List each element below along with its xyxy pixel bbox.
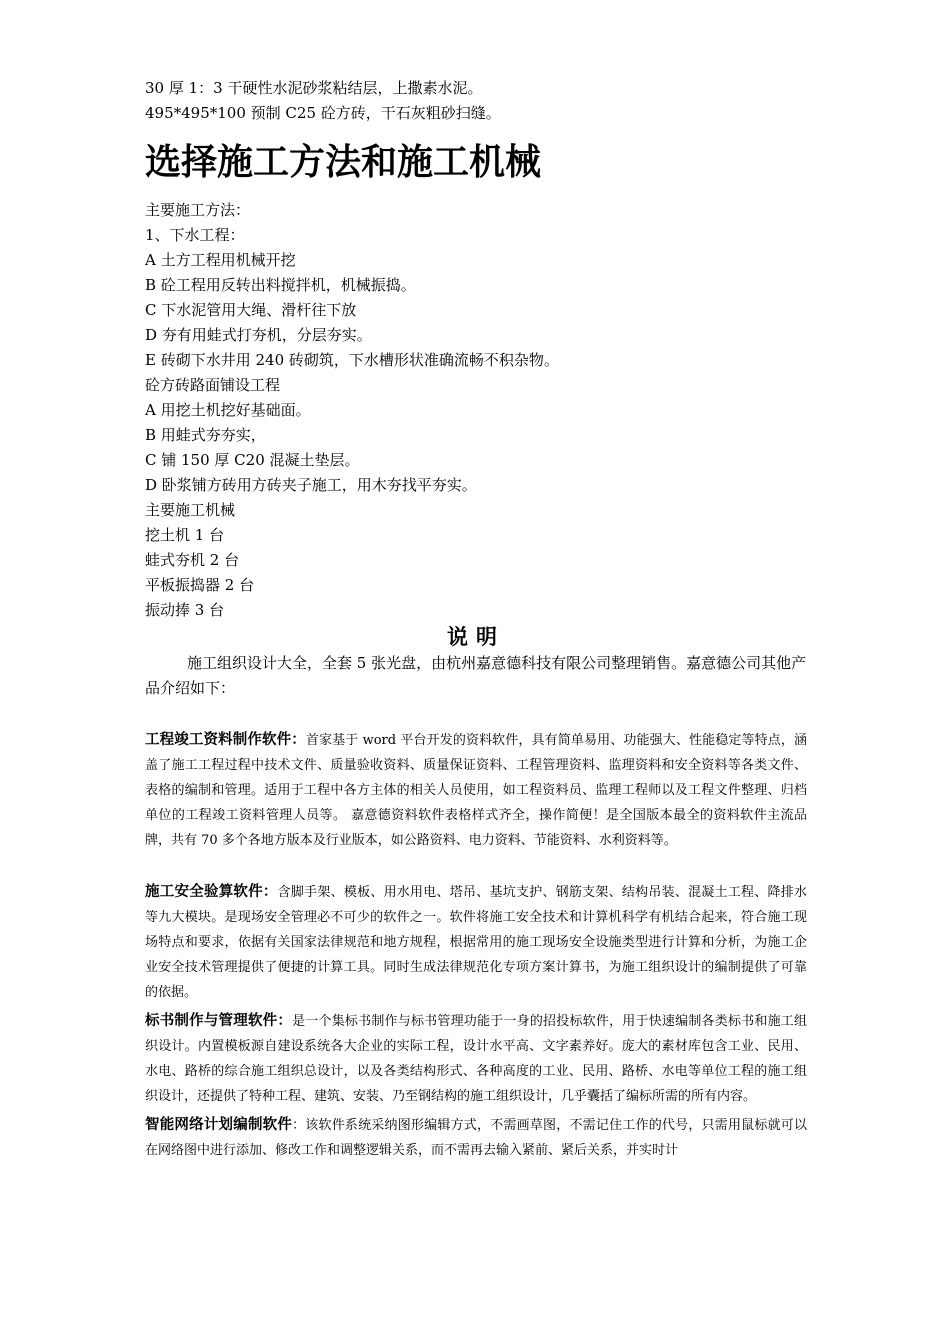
method-line: 主要施工方法： xyxy=(145,201,251,219)
method-line: C 铺 150 厚 C20 混凝土垫层。 xyxy=(145,451,360,469)
method-line: 挖土机 1 台 xyxy=(145,526,225,544)
product-name: 标书制作与管理软件： xyxy=(145,1013,293,1029)
notice-title: 说明 xyxy=(447,625,505,649)
notice-intro: 施工组织设计大全，全套 5 张光盘，由杭州嘉意德科技有限公司整理销售。嘉意德公司其他产品介绍如下： xyxy=(145,654,807,697)
method-line: 1、下水工程： xyxy=(145,226,245,244)
method-line: D 夯有用蛙式打夯机，分层夯实。 xyxy=(145,326,372,344)
method-list xyxy=(145,198,807,623)
product-name: 施工安全验算软件： xyxy=(145,884,278,900)
product-description: ：该软件系统采纳图形编辑方式，不需画草图，不需记住工作的代号，只需用鼠标就可以在网络图中进行添加、修改工作和调整逻辑关系，而不需再去输入紧前、紧后关系，并实时计 xyxy=(145,1118,807,1158)
product-paragraph xyxy=(145,728,807,853)
section-heading: 选择施工方法和施工机械 xyxy=(145,142,542,183)
method-line: 平板振捣器 2 台 xyxy=(145,576,255,594)
method-line: B 砼工程用反转出料搅拌机，机械振捣。 xyxy=(145,276,416,294)
method-line: 振动捧 3 台 xyxy=(145,601,225,619)
text-line: 30 厚 1：3 干硬性水泥砂浆粘结层，上撒素水泥。 xyxy=(145,79,483,97)
product-description: 是一个集标书制作与标书管理功能于一身的招投标软件，用于快速编制各类标书和施工组织设计。内置模板源自建设系统各大企业的实际工程，设计水平高、文字素养好。庞大的素材库包含工业、民用、水电、路桥的综合施工组织总设计，以及各类结构形式、各种高度的工业、民用、路桥、水电等单位工程的施工组织设计，还提供了特种工程、建筑、安装、乃至钢结构的施工组织设计，几乎囊括了编标所需的所有内容。 xyxy=(145,1014,807,1104)
method-line: 主要施工机械 xyxy=(145,501,236,519)
method-line: A 用挖土机挖好基础面。 xyxy=(145,401,311,419)
method-line: C 下水泥管用大绳、滑杆往下放 xyxy=(145,301,357,319)
method-line: B 用蛙式夯夯实， xyxy=(145,426,266,444)
method-line: A 土方工程用机械开挖 xyxy=(145,251,296,269)
text-line: 495*495*100 预制 C25 砼方砖，干石灰粗砂扫缝。 xyxy=(145,104,501,122)
method-line: E 砖砌下水井用 240 砖砌筑，下水槽形状准确流畅不积杂物。 xyxy=(145,351,559,369)
product-name: 智能网络计划编制软件 xyxy=(145,1117,293,1133)
method-line: 蛙式夯机 2 台 xyxy=(145,551,240,569)
product-description: 首家基于 word 平台开发的资料软件，具有简单易用、功能强大、性能稳定等特点，涵盖了施工工程过程中技术文件、质量验收资料、质量保证资料、工程管理资料、监理资料和安全资料等各类文件、表格的编制和管理。适用于工程中各方主体的相关人员使用，如工程资料员、监理工程师以及工程文件整理、归档单位的工程竣工资料管理人员等。 嘉意德资料软件表格样式齐全，操作简便！是全国版本最全的资料软件主流品牌，共有 70 多个各地方版本及行业版本，如公路资料、电力资料、节能资料、水利资料等。 xyxy=(145,733,807,848)
method-line: D 卧浆铺方砖用方砖夹子施工，用木夯找平夯实。 xyxy=(145,476,477,494)
product-name: 工程竣工资料制作软件： xyxy=(145,732,306,748)
product-paragraph xyxy=(145,880,807,1005)
method-line: 砼方砖路面铺设工程 xyxy=(145,376,281,394)
product-paragraph xyxy=(145,1009,807,1109)
document-body xyxy=(145,76,807,1163)
product-paragraph xyxy=(145,1113,807,1163)
product-description: 含脚手架、模板、用水用电、塔吊、基坑支护、钢筋支架、结构吊装、混凝土工程、降排水等九大模块。是现场安全管理必不可少的软件之一。软件将施工安全技术和计算机科学有机结合起来，符合施工现场特点和要求，依据有关国家法律规范和地方规程，根据常用的施工现场安全设施类型进行计算和分析，为施工企业安全技术管理提供了便捷的计算工具。同时生成法律规范化专项方案计算书，为施工组织设计的编制提供了可靠的依据。 xyxy=(145,885,807,1000)
